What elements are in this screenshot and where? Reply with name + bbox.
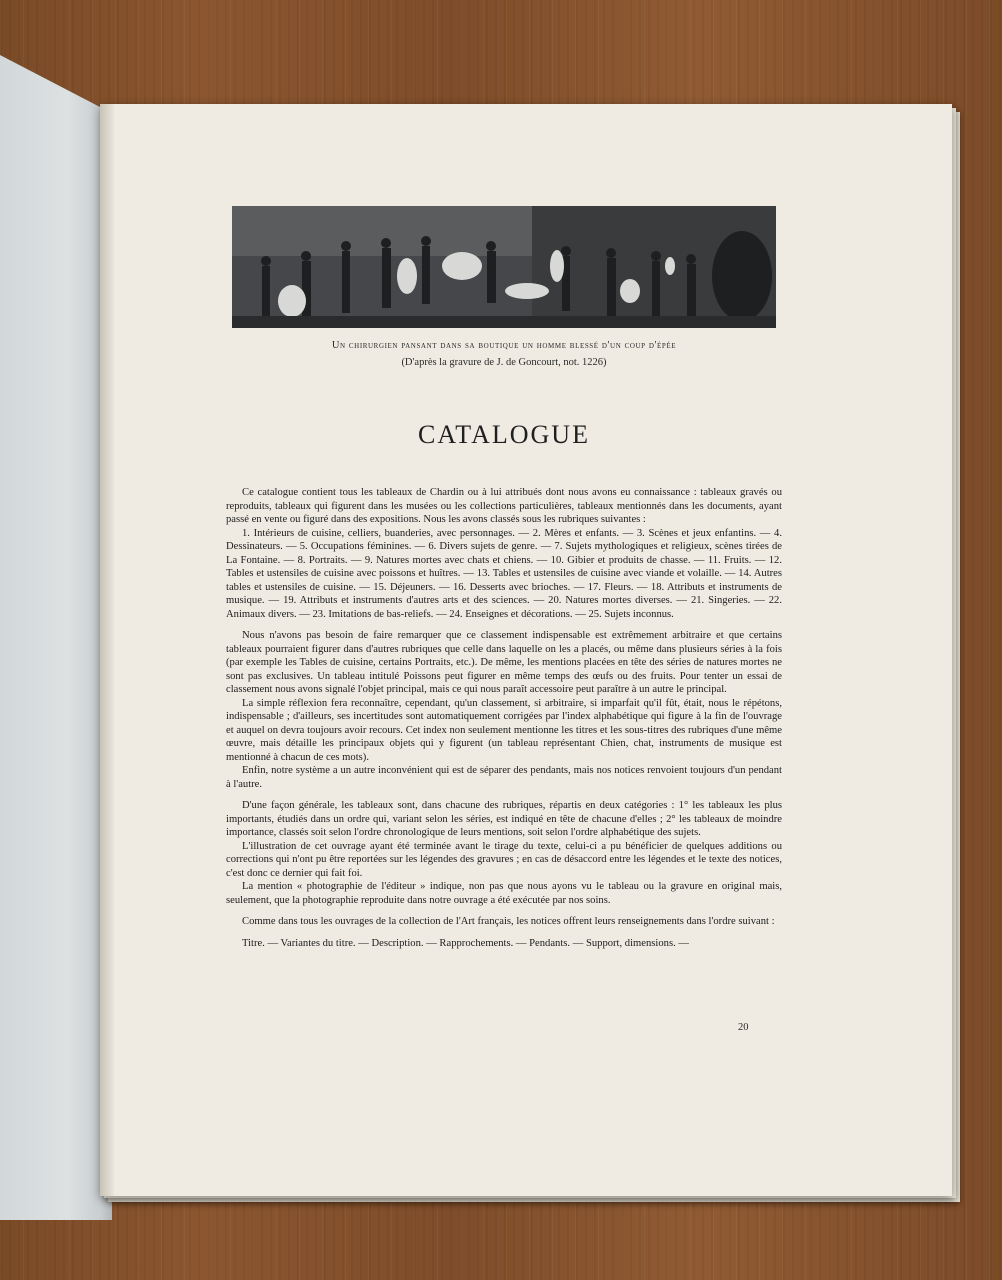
paragraph: Enfin, notre système a un autre inconvénient qui est de séparer des pendants, mais nos notices renvoient toujours d'un pendant à l'autre.	[226, 765, 782, 790]
engraving-caption: Un chirurgien pansant dans sa boutique un homme blessé d'un coup d'épée	[331, 340, 677, 351]
paragraph: La mention « photographie de l'éditeur » indique, non pas que nous ayons vu le tableau ou la gravure en original mais, seulement, que la photographie reproduite dans notre ouvrage a été exécutée par nos soins.	[226, 881, 782, 906]
paragraph: Comme dans tous les ouvrages de la collection de l'Art français, les notices offrent leurs renseignements dans l'ordre suivant :	[242, 916, 775, 927]
paragraph: Titre. — Variantes du titre. — Description. — Rapprochements. — Pendants. — Support, dimensions. —	[242, 937, 689, 949]
paragraph: Ce catalogue contient tous les tableaux de Chardin ou à lui attribués dont nous avons eu connaissance : tableaux gravés ou reproduits, tableaux qui figurent dans les musées ou les collections particulières, tableaux mentionnés dans les documents, ayant passé en vente ou figuré dans des expositions. Nous les avons classés sous les rubriques suivantes :	[226, 487, 782, 525]
page-number: 20	[738, 1022, 749, 1033]
paragraph: L'illustration de cet ouvrage ayant été terminée avant le tirage du texte, celui-ci a pu bénéficier de quelques additions ou corrections qui n'ont pu être reportées sur les légendes des gravures ; en cas de désaccord entre les légendes et le texte des notices, c'est donc ce dernier qui fait foi.	[226, 840, 782, 879]
paragraph: Nous n'avons pas besoin de faire remarquer que ce classement indispensable est extrêmement arbitraire et que certains tableaux pourraient figurer dans d'autres rubriques que celle dans laquelle on les a placés, ou même dans plusieurs séries à la fois (par exemple les Tables de cuisine, certains Portraits, etc.). De même, les mentions placées en tête des séries de natures mortes ne sont pas exclusives. Un tableau intitulé Poissons peut figurer en même temps des œufs ou des fruits. Pour tenter un essai de classement nous avons signalé l'objet principal, mais ce qui nous paraît accessoire peut paraître à un autre le principal.	[226, 630, 782, 695]
engraving-illustration	[232, 206, 776, 328]
engraving-credit: (D'après la gravure de J. de Goncourt, not. 1226)	[401, 357, 607, 368]
page-title: CATALOGUE	[418, 420, 590, 449]
paragraph: 1. Intérieurs de cuisine, celliers, buanderies, avec personnages. — 2. Mères et enfants. — 3. Scènes et jeux enfantins. — 4. Dessinateurs. — 5. Occupations féminines. — 6. Divers sujets de genre. — 7. Sujets mythologiques et religieux, scènes tirées de La Fontaine. — 8. Portraits. — 9. Natures mortes avec chats et chiens. — 10. Gibier et produits de chasse. — 11. Fruits. — 12. Tables et ustensiles de cuisine avec poissons et huîtres. — 13. Tables et ustensiles de cuisine avec viande et volaille. — 14. Autres tables et ustensiles de cuisine. — 15. Déjeuners. — 16. Desserts avec brioches. — 17. Fleurs. — 18. Attributs et instruments de musique. — 19. Attributs et instruments d'autres arts et des sciences. — 20. Natures mortes diverses. — 21. Singeries. — 22. Animaux divers. — 23. Imitations de bas-reliefs. — 24. Enseignes et décorations. — 25. Sujets inconnus.	[226, 527, 782, 620]
paragraph: La simple réflexion fera reconnaître, cependant, qu'un classement, si arbitraire, si imparfait qu'il fût, était, nous le répétons, indispensable ; d'ailleurs, ses incertitudes sont automatiquement corrigées par l'index alphabétique qui figure à la fin de l'ouvrage et auquel on devra toujours avoir recours. Cet index non seulement mentionne les titres et les sous-titres des rubriques d'une même œuvre, mais détaille les principaux objets qui y figurent (un tableau représentant Chien, chat, instruments de musique est mentionné à chacun de ces mots).	[226, 697, 782, 763]
left-page	[0, 55, 112, 1220]
paragraph: D'une façon générale, les tableaux sont, dans chacune des rubriques, répartis en deux catégories : 1° les tableaux les plus importants, étudiés dans un ordre qui, variant selon les séries, est indiqué en tête de chacune d'elles ; 2° les tableaux de moindre importance, classés soit selon l'ordre chronologique de leurs mentions, soit selon l'ordre alphabétique des sujets.	[226, 800, 782, 838]
engraving-drawing	[232, 206, 776, 328]
page-binding	[100, 104, 114, 1196]
catalogue-text	[226, 486, 782, 950]
